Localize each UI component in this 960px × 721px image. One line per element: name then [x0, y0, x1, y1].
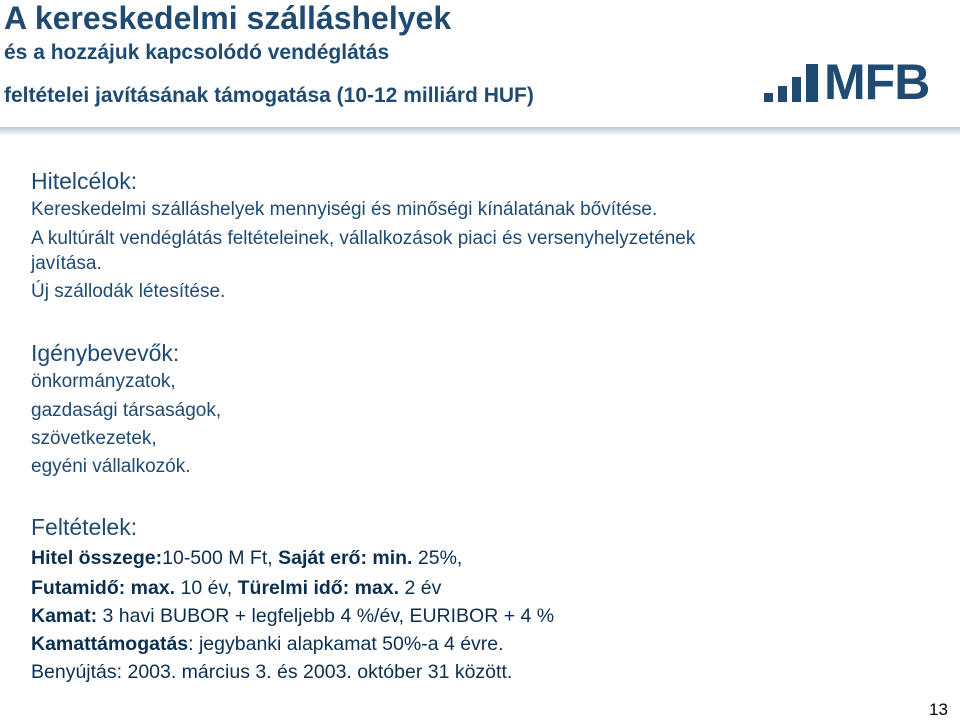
- value-benyujtas: Benyújtás: 2003. március 3. és 2003. október 31 között.: [31, 661, 513, 683]
- value-futamido: 10 év,: [175, 577, 238, 599]
- logo-text: MFB: [824, 54, 930, 110]
- label-kamat: Kamat:: [31, 605, 98, 627]
- value-turelmi-ido: 2 év: [399, 577, 442, 599]
- hitelcel-line: Új szállodák létesítése.: [31, 281, 226, 302]
- slide-title: A kereskedelmi szálláshelyek: [4, 0, 452, 36]
- feltetel-line-benyujtas: [31, 660, 512, 684]
- igenybevevo-line: egyéni vállalkozók.: [31, 456, 191, 477]
- header-divider: [0, 127, 960, 136]
- label-sajat-ero: Saját erő: min.: [278, 547, 413, 569]
- heading-hitelcelok: Hitelcélok:: [31, 168, 138, 194]
- mfb-logo: [762, 54, 958, 110]
- heading-igenybevevok: Igénybevevők:: [31, 340, 180, 366]
- heading-feltetelek: Feltételek:: [31, 514, 138, 540]
- hitelcel-line: Kereskedelmi szálláshelyek mennyiségi és minőségi kínálatának bővítése.: [31, 199, 658, 220]
- label-kamattamogatas: Kamattámogatás: [31, 633, 189, 655]
- hitelcel-line: A kultúrált vendéglátás feltételeinek, vállalkozások piaci és versenyhelyzetének: [31, 228, 696, 249]
- value-kamat: 3 havi BUBOR + legfeljebb 4 %/év, EURIBOR + 4 %: [97, 605, 555, 627]
- page-number: 13: [929, 700, 948, 719]
- value-kamattamogatas: : jegybanki alapkamat 50%-a 4 évre.: [188, 633, 504, 655]
- igenybevevo-line: szövetkezetek,: [31, 428, 157, 449]
- slide-subtitle-2: feltételei javításának támogatása (10-12 milliárd HUF): [4, 84, 534, 107]
- value-hitel-osszege: 10-500 M Ft,: [162, 547, 279, 569]
- igenybevevo-line: gazdasági társaságok,: [31, 400, 222, 421]
- value-sajat-ero: 25%,: [412, 547, 463, 569]
- hitelcel-line: javítása.: [31, 253, 102, 274]
- slide-subtitle-1: és a hozzájuk kapcsolódó vendéglátás: [4, 41, 390, 64]
- feltetel-line-kamattamogatas: [31, 632, 504, 656]
- logo-bars-icon: [762, 62, 824, 102]
- feltetel-line-hitel: [31, 546, 462, 570]
- feltetel-line-kamat: [31, 604, 554, 628]
- label-futamido: Futamidő: max.: [31, 577, 176, 599]
- igenybevevo-line: önkormányzatok,: [31, 371, 176, 392]
- label-hitel-osszege: Hitel összege:: [31, 547, 163, 569]
- feltetel-line-futamido: [31, 576, 441, 600]
- label-turelmi-ido: Türelmi idő: max.: [237, 577, 400, 599]
